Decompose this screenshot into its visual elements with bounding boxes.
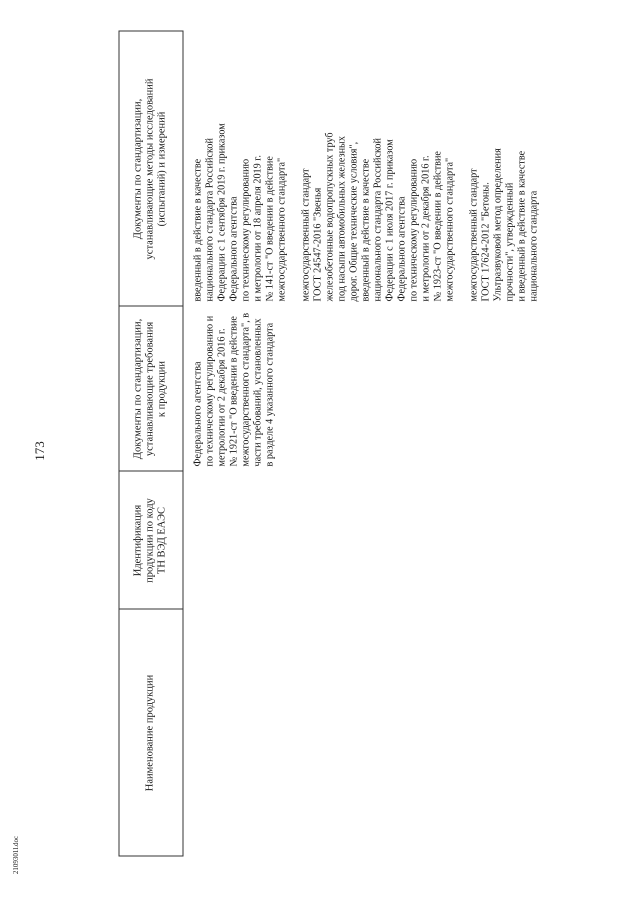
text-line: Федерального агентства <box>192 361 204 466</box>
text-line: Федерации с 1 сентября 2019 г. приказом <box>216 122 228 301</box>
header-tnved-line: Идентификация <box>132 504 144 576</box>
method-docs-cell <box>193 33 553 301</box>
text-line: и метрологии от 2 декабря 2016 г. <box>420 154 432 301</box>
page-number: 173 <box>32 441 47 461</box>
text-line: национального стандарта Российской <box>372 137 384 301</box>
text-line: межгосударственный стандарт <box>300 167 312 301</box>
text-line: национального стандарта <box>528 190 540 301</box>
text-line: Федерального агентства <box>228 196 240 301</box>
text-line: № 141-ст "О введении в действие <box>264 155 276 301</box>
header-requirement-line: устанавливающие требования <box>144 321 156 456</box>
method-doc-block <box>469 33 541 301</box>
text-line: железобетонные водопропускных труб <box>324 131 336 301</box>
text-line: метрологии от 2 декабря 2016 г. <box>216 327 228 466</box>
text-line: Ультразвуковой метод определения <box>492 147 504 301</box>
header-requirement-docs <box>119 306 183 471</box>
header-requirement-line: к продукции <box>156 360 168 417</box>
text-line: межгосударственного стандарта" <box>276 157 288 301</box>
text-line: Федерального агентства <box>396 196 408 301</box>
header-method-line: устанавливающие методы исследований <box>144 78 156 259</box>
text-line: под насыпи автомобильных железных <box>336 135 348 301</box>
header-bottom-border <box>183 30 184 856</box>
text-line: № 1923-ст "О введении в действие <box>432 150 444 301</box>
text-line: Федерации с 1 июля 2017 г. приказом <box>384 138 396 301</box>
header-requirement-line: Документы по стандартизации, <box>132 318 144 459</box>
method-doc-block <box>193 33 289 301</box>
text-line: введенный в действие в качестве <box>192 158 204 301</box>
rotated-table <box>119 30 592 856</box>
text-line: межгосударственного стандарта", в <box>240 312 252 466</box>
text-line: ГОСТ 24547-2016 "Звенья <box>312 187 324 301</box>
header-tnved-line: продукции по коду <box>144 497 156 583</box>
requirement-docs-cell <box>193 306 277 466</box>
header-method-docs <box>119 31 183 306</box>
text-line: прочности", утвержденный <box>504 182 516 301</box>
text-line: введенный в действие в качестве <box>360 158 372 301</box>
method-doc-block <box>301 33 457 301</box>
header-tnved-line: ТН ВЭД ЕАЭС <box>156 506 168 574</box>
text-line: по техническому регулированию <box>408 158 420 301</box>
text-line: № 1921-ст "О введении в действие <box>228 315 240 466</box>
doc-code: 2109301l.doc <box>12 835 20 875</box>
text-line: национального стандарта Российской <box>204 137 216 301</box>
text-line: межгосударственного стандарта" <box>444 157 456 301</box>
text-line: дорог. Общие технические условия", <box>348 141 360 301</box>
text-line: и введенный в действие в качестве <box>516 150 528 301</box>
text-line: ГОСТ 17624-2012 "Бетоны. <box>480 181 492 301</box>
header-method-line: Документы по стандартизации, <box>132 98 144 239</box>
text-line: межгосударственный стандарт <box>468 167 480 301</box>
header-product-name <box>119 609 183 856</box>
header-product-name-line: Наименование продукции <box>144 674 156 791</box>
header-tnved-code <box>119 471 183 609</box>
text-line: части требований, установленных <box>252 317 264 466</box>
text-line: по техническому регулированию <box>240 158 252 301</box>
text-line: по техническому регулированию и <box>204 315 216 466</box>
text-line: и метрологии от 18 апреля 2019 г. <box>252 154 264 301</box>
header-method-line: (испытаний) и измерений <box>156 111 168 226</box>
text-line: в разделе 4 указанного стандарта <box>264 322 276 466</box>
